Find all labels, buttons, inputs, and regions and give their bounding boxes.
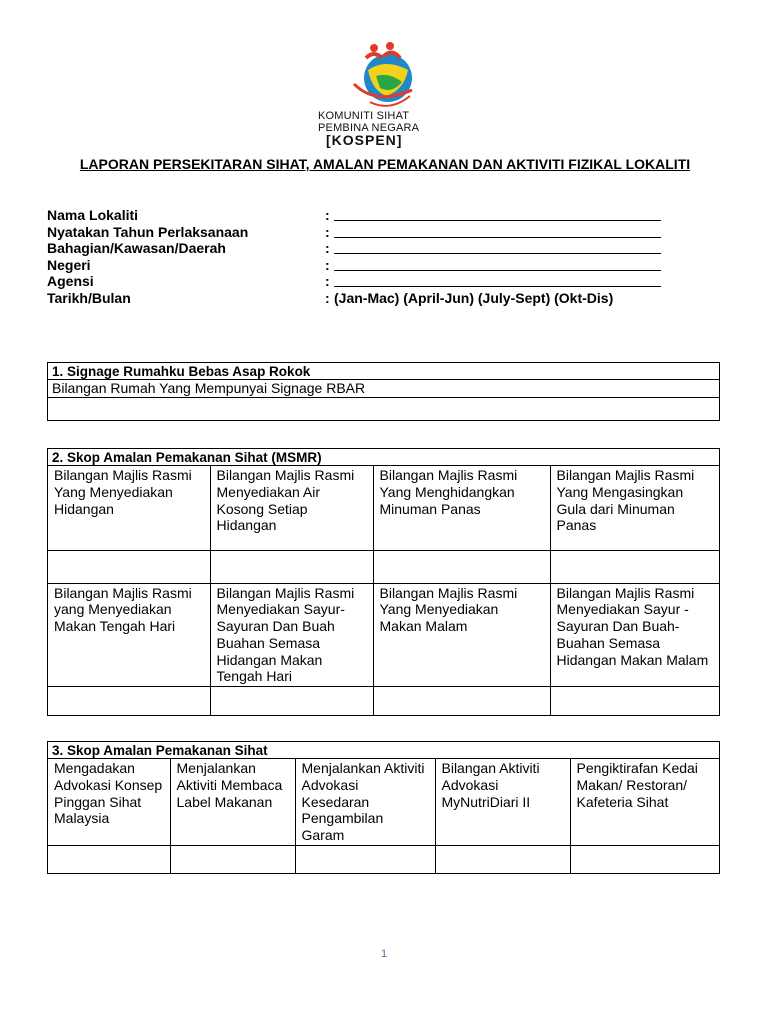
info-label: Agensi	[47, 273, 94, 290]
input-cell[interactable]	[435, 845, 570, 873]
input-cell[interactable]	[373, 550, 550, 583]
section-3-grid	[48, 759, 719, 873]
table-cell: Bilangan Majlis Rasmi Yang Menyediakan Makan Malam	[373, 583, 550, 687]
table-row	[48, 466, 719, 550]
info-colon: :	[325, 207, 330, 223]
section-1-row-label: Bilangan Rumah Yang Mempunyai Signage RBAR	[48, 380, 719, 398]
report-title: LAPORAN PERSEKITARAN SIHAT, AMALAN PEMAKANAN DAN AKTIVITI FIZIKAL LOKALITI	[79, 156, 691, 172]
input-cell[interactable]	[295, 845, 435, 873]
table-cell: Pengiktirafan Kedai Makan/ Restoran/ Kafeteria Sihat	[570, 759, 719, 845]
input-cell[interactable]	[570, 845, 719, 873]
input-cell[interactable]	[550, 550, 719, 583]
table-cell: Bilangan Majlis Rasmi Yang Menyediakan Hidangan	[48, 466, 210, 550]
info-label: Bahagian/Kawasan/Daerah	[47, 240, 226, 257]
input-cell[interactable]	[210, 687, 373, 715]
input-cell[interactable]	[373, 687, 550, 715]
info-colon: :	[325, 289, 330, 306]
kospen-logo	[318, 40, 448, 148]
table-row	[48, 687, 719, 715]
input-cell[interactable]	[550, 687, 719, 715]
table-cell: Menjalankan Aktiviti Advokasi Kesedaran Pengambilan Garam	[295, 759, 435, 845]
info-blank-line[interactable]	[334, 270, 661, 271]
logo-text-3: [KOSPEN]	[326, 132, 403, 148]
section-3-title: 3. Skop Amalan Pemakanan Sihat	[48, 742, 719, 759]
table-cell: Bilangan Majlis Rasmi Menyediakan Sayur - Sayuran Dan Buah-Buahan Semasa Hidangan Makan Malam	[550, 583, 719, 687]
section-1-input-cell[interactable]	[48, 398, 719, 420]
table-cell: Bilangan Aktiviti Advokasi MyNutriDiari II	[435, 759, 570, 845]
table-cell: Bilangan Majlis Rasmi Yang Menghidangkan Minuman Panas	[373, 466, 550, 550]
input-cell[interactable]	[48, 687, 210, 715]
input-cell[interactable]	[48, 550, 210, 583]
page-number: 1	[380, 948, 388, 960]
input-cell[interactable]	[48, 845, 170, 873]
table-cell: Menjalankan Aktiviti Membaca Label Makanan	[170, 759, 295, 845]
section-1-table	[47, 362, 720, 421]
section-2-table	[47, 448, 720, 716]
info-colon: :	[325, 223, 330, 240]
info-colon: :	[325, 240, 330, 257]
table-cell: Bilangan Majlis Rasmi yang Menyediakan Makan Tengah Hari	[48, 583, 210, 687]
info-blank-line[interactable]	[334, 237, 661, 238]
section-2-title: 2. Skop Amalan Pemakanan Sihat (MSMR)	[48, 449, 719, 466]
input-cell[interactable]	[210, 550, 373, 583]
section-1-title: 1. Signage Rumahku Bebas Asap Rokok	[48, 363, 719, 380]
table-cell: Bilangan Majlis Rasmi Yang Mengasingkan Gula dari Minuman Panas	[550, 466, 719, 550]
info-blank-line[interactable]	[334, 220, 661, 221]
table-row	[48, 550, 719, 583]
table-cell: Bilangan Majlis Rasmi Menyediakan Air Kosong Setiap Hidangan	[210, 466, 373, 550]
section-3-table	[47, 741, 720, 874]
tarikh-options: (Jan-Mac) (April-Jun) (July-Sept) (Okt-Dis)	[334, 289, 614, 306]
logo-text-2: PEMBINA NEGARA	[318, 122, 420, 134]
info-blank-line[interactable]	[334, 286, 661, 287]
info-colon: :	[325, 256, 330, 273]
table-row	[48, 845, 719, 873]
table-row	[48, 583, 719, 687]
info-colon: :	[325, 273, 330, 290]
table-row	[48, 759, 719, 845]
table-cell: Bilangan Majlis Rasmi Menyediakan Sayur-Sayuran Dan Buah Buahan Semasa Hidangan Makan Tengah Hari	[210, 583, 373, 687]
info-label: Tarikh/Bulan	[47, 289, 131, 306]
info-label: Negeri	[47, 256, 91, 273]
table-cell: Mengadakan Advokasi Konsep Pinggan Sihat Malaysia	[48, 759, 170, 845]
info-label: Nama Lokaliti	[47, 207, 139, 223]
section-2-grid	[48, 466, 719, 715]
info-label: Nyatakan Tahun Perlaksanaan	[47, 223, 249, 240]
kospen-globe-icon	[346, 40, 416, 110]
info-blank-line[interactable]	[334, 253, 661, 254]
input-cell[interactable]	[170, 845, 295, 873]
logo-text-1: KOMUNITI SIHAT	[318, 110, 410, 122]
